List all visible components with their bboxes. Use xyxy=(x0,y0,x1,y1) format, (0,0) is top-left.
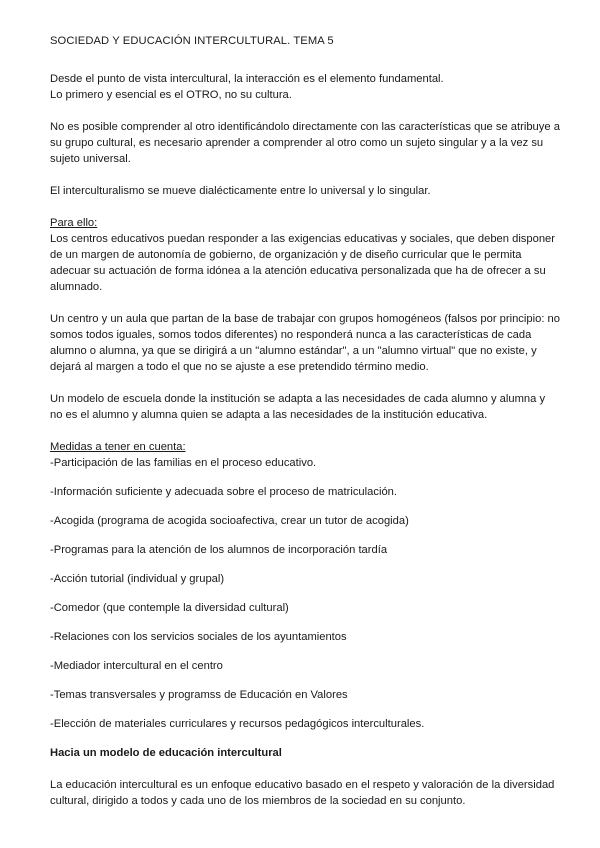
para-ello-section xyxy=(50,215,560,295)
measure-item: -Acción tutorial (individual y grupal) xyxy=(50,573,225,585)
measure-item: -Elección de materiales curriculares y recursos pedagógicos interculturales. xyxy=(50,718,425,730)
section-heading: Hacia un modelo de educación intercultural xyxy=(50,747,282,759)
paragraph-final: La educación intercultural es un enfoque educativo basado en el respeto y valoración de la diversidad cultural, dirigido a todos y cada uno de los miembros de la sociedad en su conjunto. xyxy=(50,779,555,807)
intro-paragraph xyxy=(50,71,560,103)
measure-item: -Participación de las familias en el proceso educativo. xyxy=(50,457,317,469)
paragraph-interculturalismo: El interculturalismo se mueve dialécticamente entre lo universal y lo singular. xyxy=(50,185,431,197)
paragraph-otro: No es posible comprender al otro identificándolo directamente con las características que se atribuye a su grupo cultural, es necesario aprender a comprender al otro como un sujeto singular y a la vez su sujeto universal. xyxy=(50,121,560,165)
paragraph-centro: Un centro y un aula que partan de la base de trabajar con grupos homogéneos (falsos por principio: no somos todos iguales, somos todos diferentes) no responderá nunca a las características de cada alumno o alumna, ya que se dirigirá a un "alumno estándar", a un "alumno virtual" que no existe, y dejará al margen a todo el que no se ajuste a ese pretendido término medio. xyxy=(50,313,560,373)
measure-item: -Información suficiente y adecuada sobre el proceso de matriculación. xyxy=(50,486,397,498)
medidas-label: Medidas a tener en cuenta: xyxy=(50,441,186,453)
measure-item: -Programas para la atención de los alumnos de incorporación tardía xyxy=(50,544,388,556)
measure-item: -Comedor (que contemple la diversidad cultural) xyxy=(50,602,289,614)
intro-line: Desde el punto de vista intercultural, la interacción es el elemento fundamental. xyxy=(50,73,444,85)
measure-item: -Mediador intercultural en el centro xyxy=(50,660,223,672)
para-ello-text: Los centros educativos puedan responder a las exigencias educativas y sociales, que deben disponer de un margen de autonomía de gobierno, de organización y de diseño curricular que le permita adecuar su actuación de forma idónea a la atención educativa personalizada que ha de ofrecer a su alumnado. xyxy=(50,233,556,293)
measure-item: -Acogida (programa de acogida socioafectiva, crear un tutor de acogida) xyxy=(50,515,409,527)
measure-item: -Relaciones con los servicios sociales de los ayuntamientos xyxy=(50,631,347,643)
medidas-section xyxy=(50,439,560,732)
para-ello-label: Para ello: xyxy=(50,217,98,229)
intro-line: Lo primero y esencial es el OTRO, no su cultura. xyxy=(50,89,292,101)
measure-item: -Temas transversales y programss de Educación en Valores xyxy=(50,689,348,701)
document-page xyxy=(50,33,560,825)
document-title: SOCIEDAD Y EDUCACIÓN INTERCULTURAL. TEMA 5 xyxy=(50,35,334,47)
paragraph-modelo: Un modelo de escuela donde la institución se adapta a las necesidades de cada alumno y alumna y no es el alumno y alumna quien se adapta a las necesidades de la institución educativa. xyxy=(50,393,546,421)
